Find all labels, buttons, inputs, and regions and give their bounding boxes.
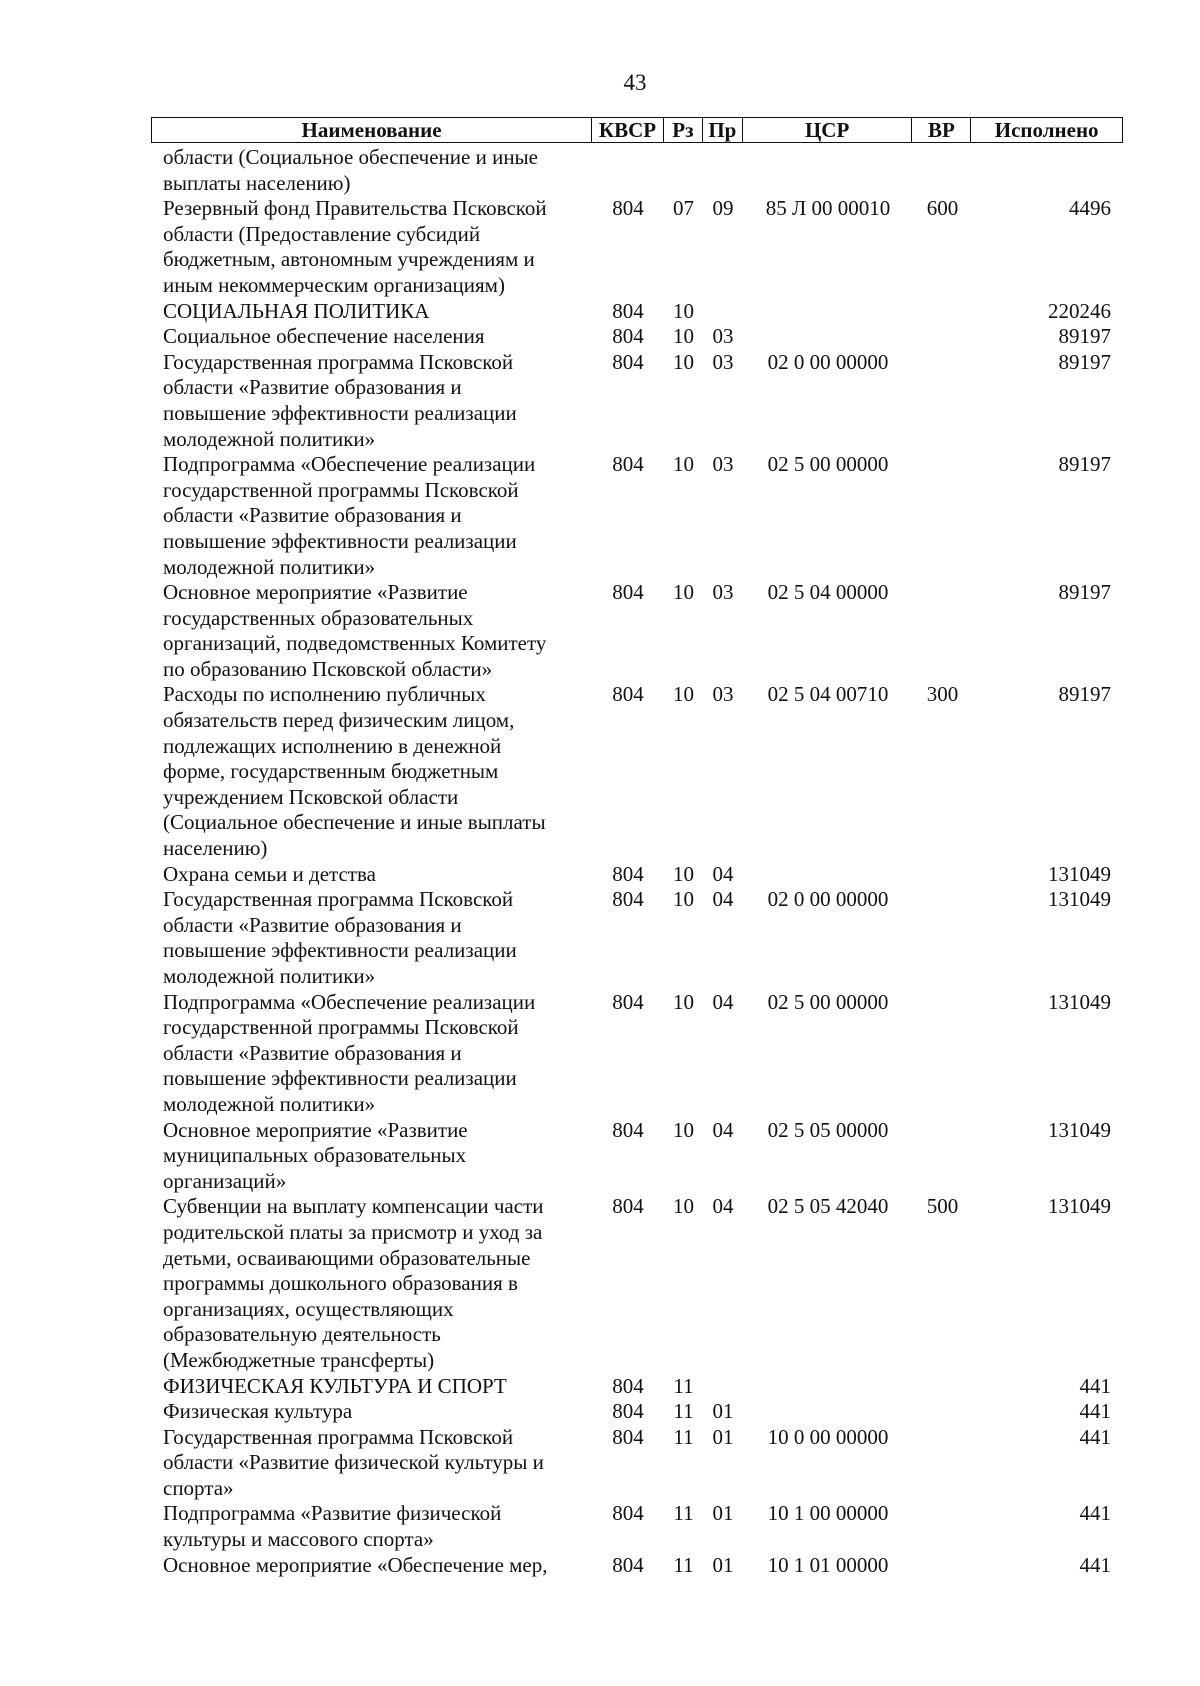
cell-kvsr	[592, 145, 664, 196]
cell-executed: 4496	[1069, 196, 1111, 221]
cell-name: Основное мероприятие «Развитие государственных образовательных организаций, подведомственных Комитету по образованию Псковской области»	[163, 580, 547, 681]
cell-kvsr: 804	[612, 324, 644, 349]
cell-executed: 89197	[1058, 349, 1111, 374]
header-executed: Исполнено	[994, 118, 1099, 142]
cell-executed: 441	[1079, 1399, 1111, 1424]
cell-executed: 131049	[1048, 861, 1111, 886]
cell-kvsr: 804	[612, 196, 644, 221]
cell-name: Подпрограмма «Обеспечение реализации государственной программы Псковской области «Развитие образования и повышение эффективности реализации молодежной политики»	[163, 989, 536, 1116]
cell-pr	[703, 145, 743, 196]
table-body	[151, 145, 1123, 1578]
table-row	[151, 1501, 1123, 1552]
cell-pr: 04	[712, 1117, 734, 1142]
table-row	[151, 1399, 1123, 1425]
cell-name: Основное мероприятие «Обеспечение мер,	[163, 1552, 548, 1577]
cell-pr: 01	[712, 1501, 734, 1526]
cell-pr: 09	[712, 196, 734, 221]
cell-vr	[913, 324, 972, 350]
cell-vr	[913, 145, 972, 196]
cell-name: Охрана семьи и детства	[163, 861, 376, 886]
cell-executed: 89197	[1058, 452, 1111, 477]
cell-csr: 10 0 00 00000	[767, 1424, 889, 1449]
cell-csr	[743, 145, 913, 196]
cell-name: Физическая культура	[163, 1399, 353, 1424]
cell-rz: 11	[673, 1373, 694, 1398]
table-row	[151, 862, 1123, 888]
cell-executed: 89197	[1058, 324, 1111, 349]
cell-vr	[913, 580, 972, 682]
table-row	[151, 580, 1123, 682]
cell-csr: 02 5 00 00000	[767, 989, 889, 1014]
cell-executed: 89197	[1058, 682, 1111, 707]
cell-rz: 10	[673, 682, 694, 707]
cell-pr: 01	[712, 1424, 734, 1449]
cell-kvsr: 804	[612, 349, 644, 374]
table-row	[151, 299, 1123, 325]
cell-csr: 02 0 00 00000	[767, 887, 889, 912]
cell-pr: 03	[712, 452, 734, 477]
cell-executed: 441	[1079, 1373, 1111, 1398]
cell-rz: 10	[673, 324, 694, 349]
cell-vr: 500	[926, 1194, 959, 1219]
cell-kvsr: 804	[612, 1117, 644, 1142]
cell-vr	[913, 1118, 972, 1195]
cell-kvsr: 804	[612, 1501, 644, 1526]
cell-name: Резервный фонд Правительства Псковской области (Предоставление субсидий бюджетным, автономным учреждениям и иным некоммерческим организациям)	[163, 196, 547, 297]
cell-csr: 02 5 05 42040	[767, 1194, 889, 1219]
cell-rz: 10	[673, 349, 694, 374]
cell-kvsr: 804	[612, 452, 644, 477]
cell-csr: 10 1 00 00000	[767, 1501, 889, 1526]
cell-csr	[743, 1399, 913, 1425]
cell-kvsr: 804	[612, 1424, 644, 1449]
cell-executed: 441	[1079, 1424, 1111, 1449]
cell-pr: 01	[712, 1552, 734, 1577]
table-row	[151, 1118, 1123, 1195]
cell-pr	[703, 1374, 743, 1400]
table-row	[151, 1374, 1123, 1400]
cell-vr: 600	[926, 196, 959, 221]
cell-rz: 10	[673, 989, 694, 1014]
table-row	[151, 1194, 1123, 1373]
cell-pr: 03	[712, 682, 734, 707]
cell-kvsr: 804	[612, 298, 644, 323]
cell-vr	[913, 887, 972, 989]
cell-vr	[913, 1553, 972, 1579]
cell-name: Субвенции на выплату компенсации части родительской платы за присмотр и уход за детьми, осваивающими образовательные программы дошкольного образования в организациях, осуществляющих образовательную деятельность (Межбюджетные трансферты)	[163, 1194, 544, 1372]
cell-csr: 02 5 04 00000	[767, 580, 889, 605]
cell-executed: 131049	[1048, 989, 1111, 1014]
table-row	[151, 887, 1123, 989]
cell-kvsr: 804	[612, 1373, 644, 1398]
cell-pr	[703, 299, 743, 325]
cell-rz: 10	[673, 580, 694, 605]
cell-name: СОЦИАЛЬНАЯ ПОЛИТИКА	[163, 298, 430, 323]
cell-rz: 11	[673, 1424, 694, 1449]
cell-csr: 85 Л 00 00010	[765, 196, 891, 221]
cell-csr	[743, 299, 913, 325]
cell-name: Основное мероприятие «Развитие муниципальных образовательных организаций»	[163, 1117, 468, 1193]
header-csr: ЦСР	[743, 118, 913, 142]
cell-vr	[913, 452, 972, 580]
cell-executed: 220246	[1048, 298, 1111, 323]
table-row	[151, 1553, 1123, 1579]
cell-pr: 04	[712, 861, 734, 886]
cell-pr: 04	[712, 887, 734, 912]
table-row	[151, 324, 1123, 350]
table-header	[151, 117, 1123, 143]
cell-rz: 10	[673, 1117, 694, 1142]
table-row	[151, 990, 1123, 1118]
cell-rz: 10	[673, 452, 694, 477]
cell-vr	[913, 862, 972, 888]
cell-pr: 03	[712, 324, 734, 349]
cell-rz: 10	[673, 298, 694, 323]
cell-rz: 10	[673, 861, 694, 886]
cell-csr: 02 5 04 00710	[767, 682, 889, 707]
table-row	[151, 145, 1123, 196]
cell-name: Государственная программа Псковской области «Развитие образования и повышение эффективности реализации молодежной политики»	[163, 349, 517, 451]
cell-vr	[913, 1501, 972, 1552]
cell-pr: 03	[712, 349, 734, 374]
cell-kvsr: 804	[612, 887, 644, 912]
budget-table	[151, 117, 1123, 1578]
cell-rz: 11	[673, 1501, 694, 1526]
cell-name: Расходы по исполнению публичных обязательств перед физическим лицом, подлежащих исполнению в денежной форме, государственным бюджетным учреждением Псковской области (Социальное обеспечение и иные выплаты населению)	[163, 682, 546, 861]
cell-csr: 02 5 05 00000	[767, 1117, 889, 1142]
cell-csr: 02 0 00 00000	[767, 349, 889, 374]
cell-vr	[913, 990, 972, 1118]
cell-kvsr: 804	[612, 1194, 644, 1219]
cell-executed: 89197	[1058, 580, 1111, 605]
cell-name: Подпрограмма «Обеспечение реализации государственной программы Псковской области «Развитие образования и повышение эффективности реализации молодежной политики»	[163, 452, 536, 579]
header-vr: ВР	[912, 118, 971, 142]
cell-name: ФИЗИЧЕСКАЯ КУЛЬТУРА И СПОРТ	[163, 1373, 507, 1398]
cell-executed	[972, 145, 1123, 196]
cell-pr: 01	[712, 1399, 734, 1424]
cell-vr	[913, 1374, 972, 1400]
cell-name: Подпрограмма «Развитие физической культуры и массового спорта»	[163, 1501, 502, 1552]
cell-pr: 04	[712, 989, 734, 1014]
cell-csr	[743, 862, 913, 888]
cell-kvsr: 804	[612, 861, 644, 886]
table-row	[151, 350, 1123, 452]
table-row	[151, 1425, 1123, 1502]
table-row	[151, 196, 1123, 298]
cell-pr: 04	[712, 1194, 734, 1219]
header-kvsr: КВСР	[592, 118, 664, 142]
cell-csr	[743, 1374, 913, 1400]
cell-kvsr: 804	[612, 989, 644, 1014]
header-pr: Пр	[703, 118, 743, 142]
cell-name: Государственная программа Псковской области «Развитие образования и повышение эффективности реализации молодежной политики»	[163, 887, 517, 988]
cell-kvsr: 804	[612, 1399, 644, 1424]
cell-kvsr: 804	[612, 1552, 644, 1577]
cell-vr	[913, 350, 972, 452]
cell-name: Государственная программа Псковской области «Развитие физической культуры и спорта»	[163, 1424, 544, 1500]
cell-executed: 131049	[1048, 887, 1111, 912]
cell-vr	[913, 299, 972, 325]
page-number: 43	[623, 70, 647, 95]
cell-name: Социальное обеспечение населения	[163, 324, 485, 349]
cell-csr	[743, 324, 913, 350]
cell-rz: 11	[673, 1552, 694, 1577]
cell-executed: 131049	[1048, 1194, 1111, 1219]
cell-executed: 441	[1079, 1552, 1111, 1577]
cell-csr: 10 1 01 00000	[767, 1552, 889, 1577]
cell-executed: 441	[1079, 1501, 1111, 1526]
cell-pr: 03	[712, 580, 734, 605]
table-row	[151, 682, 1123, 861]
cell-rz	[664, 145, 703, 196]
cell-vr: 300	[926, 682, 959, 707]
header-name: Наименование	[152, 118, 592, 142]
cell-vr	[913, 1425, 972, 1502]
cell-executed: 131049	[1048, 1117, 1111, 1142]
cell-kvsr: 804	[612, 580, 644, 605]
header-rz: Рз	[664, 118, 703, 142]
cell-rz: 11	[673, 1399, 694, 1424]
cell-vr	[913, 1399, 972, 1425]
cell-rz: 10	[673, 887, 694, 912]
cell-name: области (Социальное обеспечение и иные выплаты населению)	[163, 145, 538, 195]
cell-csr: 02 5 00 00000	[767, 452, 889, 477]
cell-rz: 10	[673, 1194, 694, 1219]
cell-kvsr: 804	[612, 682, 644, 707]
table-row	[151, 452, 1123, 580]
cell-rz: 07	[673, 196, 694, 221]
